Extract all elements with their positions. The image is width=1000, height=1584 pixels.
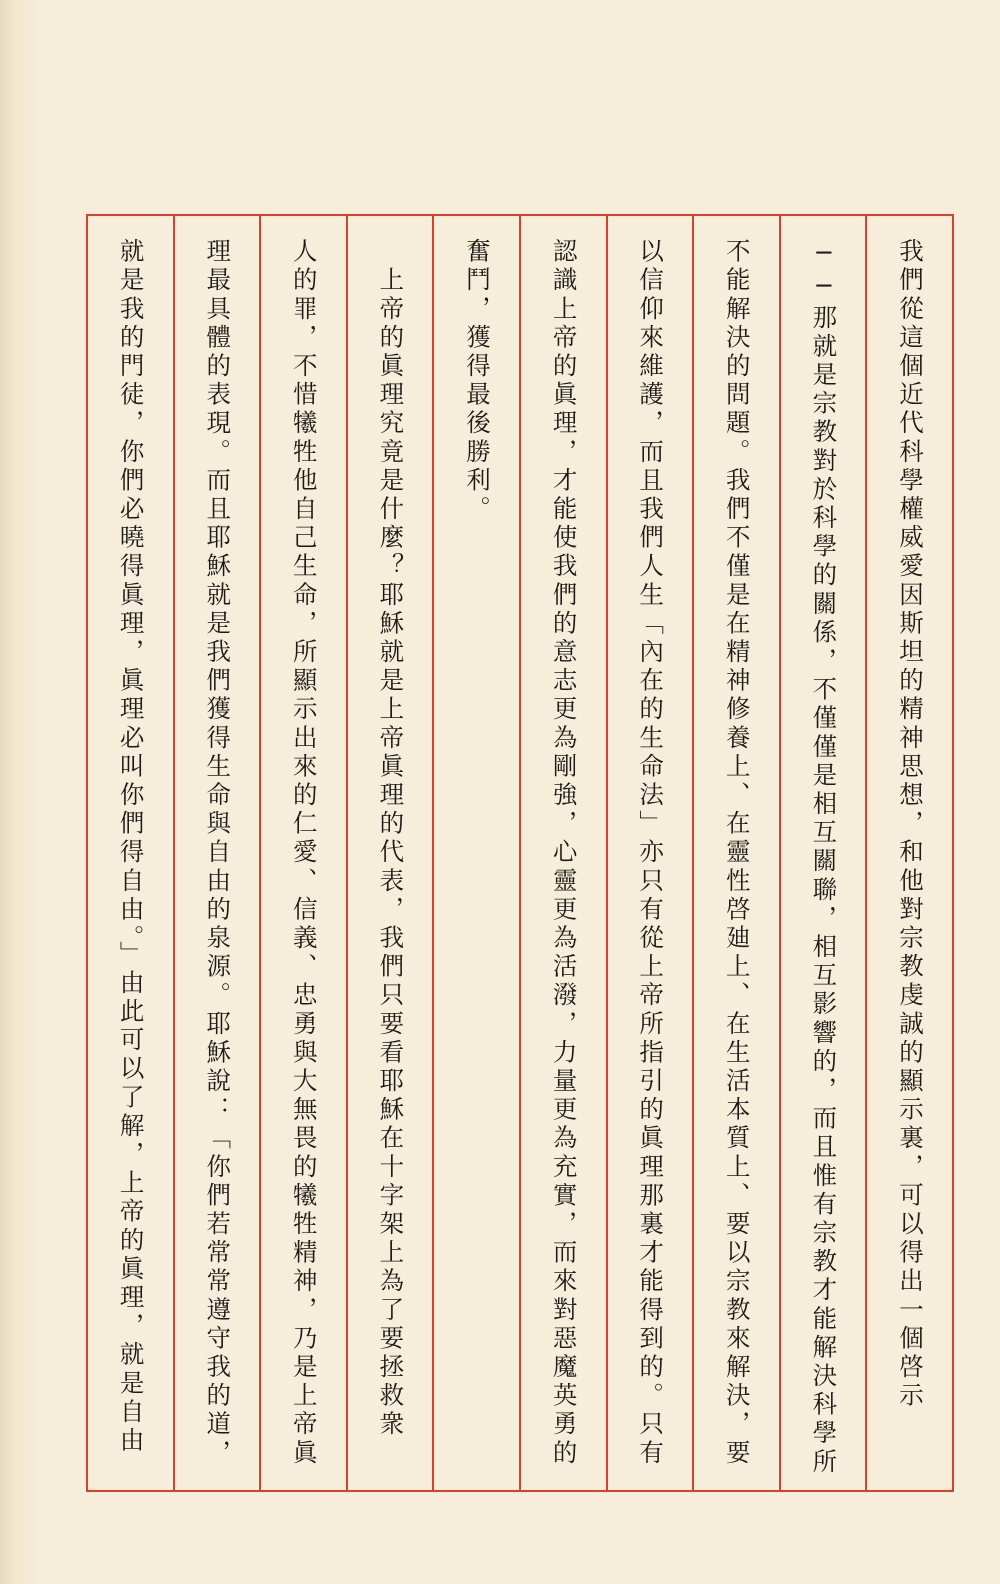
text-column-4	[606, 216, 693, 1490]
text-line: 認識上帝的眞理，才能使我們的意志更為剛強，心靈更為活潑，力量更為充實，而來對惡魔英勇的	[549, 238, 579, 1468]
text-line: 就是我的門徒，你們必曉得眞理，眞理必叫你們得自由。」由此可以了解，上帝的眞理，就是自由	[116, 238, 146, 1456]
text-line: 以信仰來維護，而且我們人生「內在的生命法」亦只有從上帝所指引的眞理那裏才能得到的。只有	[636, 238, 666, 1468]
text-line: 人的罪，不惜犧牲他自己生命，所顯示出來的仁愛、信義、忠勇與大無畏的犧牲精神，乃是上帝眞	[289, 238, 319, 1468]
text-line: 理最具體的表現。而且耶穌就是我們獲得生命與自由的泉源。耶穌說：「你們若常常遵守我的道，	[203, 238, 233, 1468]
text-column-5	[519, 216, 606, 1490]
text-line: 上帝的眞理究竟是什麼？耶穌就是上帝眞理的代表，我們只要看耶穌在十字架上為了要拯救衆	[376, 238, 406, 1440]
text-column-10	[88, 216, 173, 1490]
text-column-7	[346, 216, 433, 1490]
red-ruled-text-frame	[86, 214, 954, 1492]
text-line: 我們從這個近代科學權威愛因斯坦的精神思想，和他對宗教虔誠的顯示裏，可以得出一個啓示	[895, 238, 925, 1411]
text-line: 奮鬥，獲得最後勝利。	[462, 238, 492, 524]
text-column-6	[432, 216, 519, 1490]
text-line: 不能解決的問題。我們不僅是在精神修養上、在靈性啓廸上、在生活本質上、要以宗教來解決，要	[722, 238, 752, 1468]
text-column-8	[259, 216, 346, 1490]
text-column-2	[779, 216, 866, 1490]
text-column-9	[173, 216, 260, 1490]
text-column-3	[692, 216, 779, 1490]
text-line: ──那就是宗教對於科學的關係，不僅僅是相互關聯，相互影響的，而且惟有宗教才能解決科學所	[809, 238, 839, 1477]
text-column-1	[865, 216, 952, 1490]
